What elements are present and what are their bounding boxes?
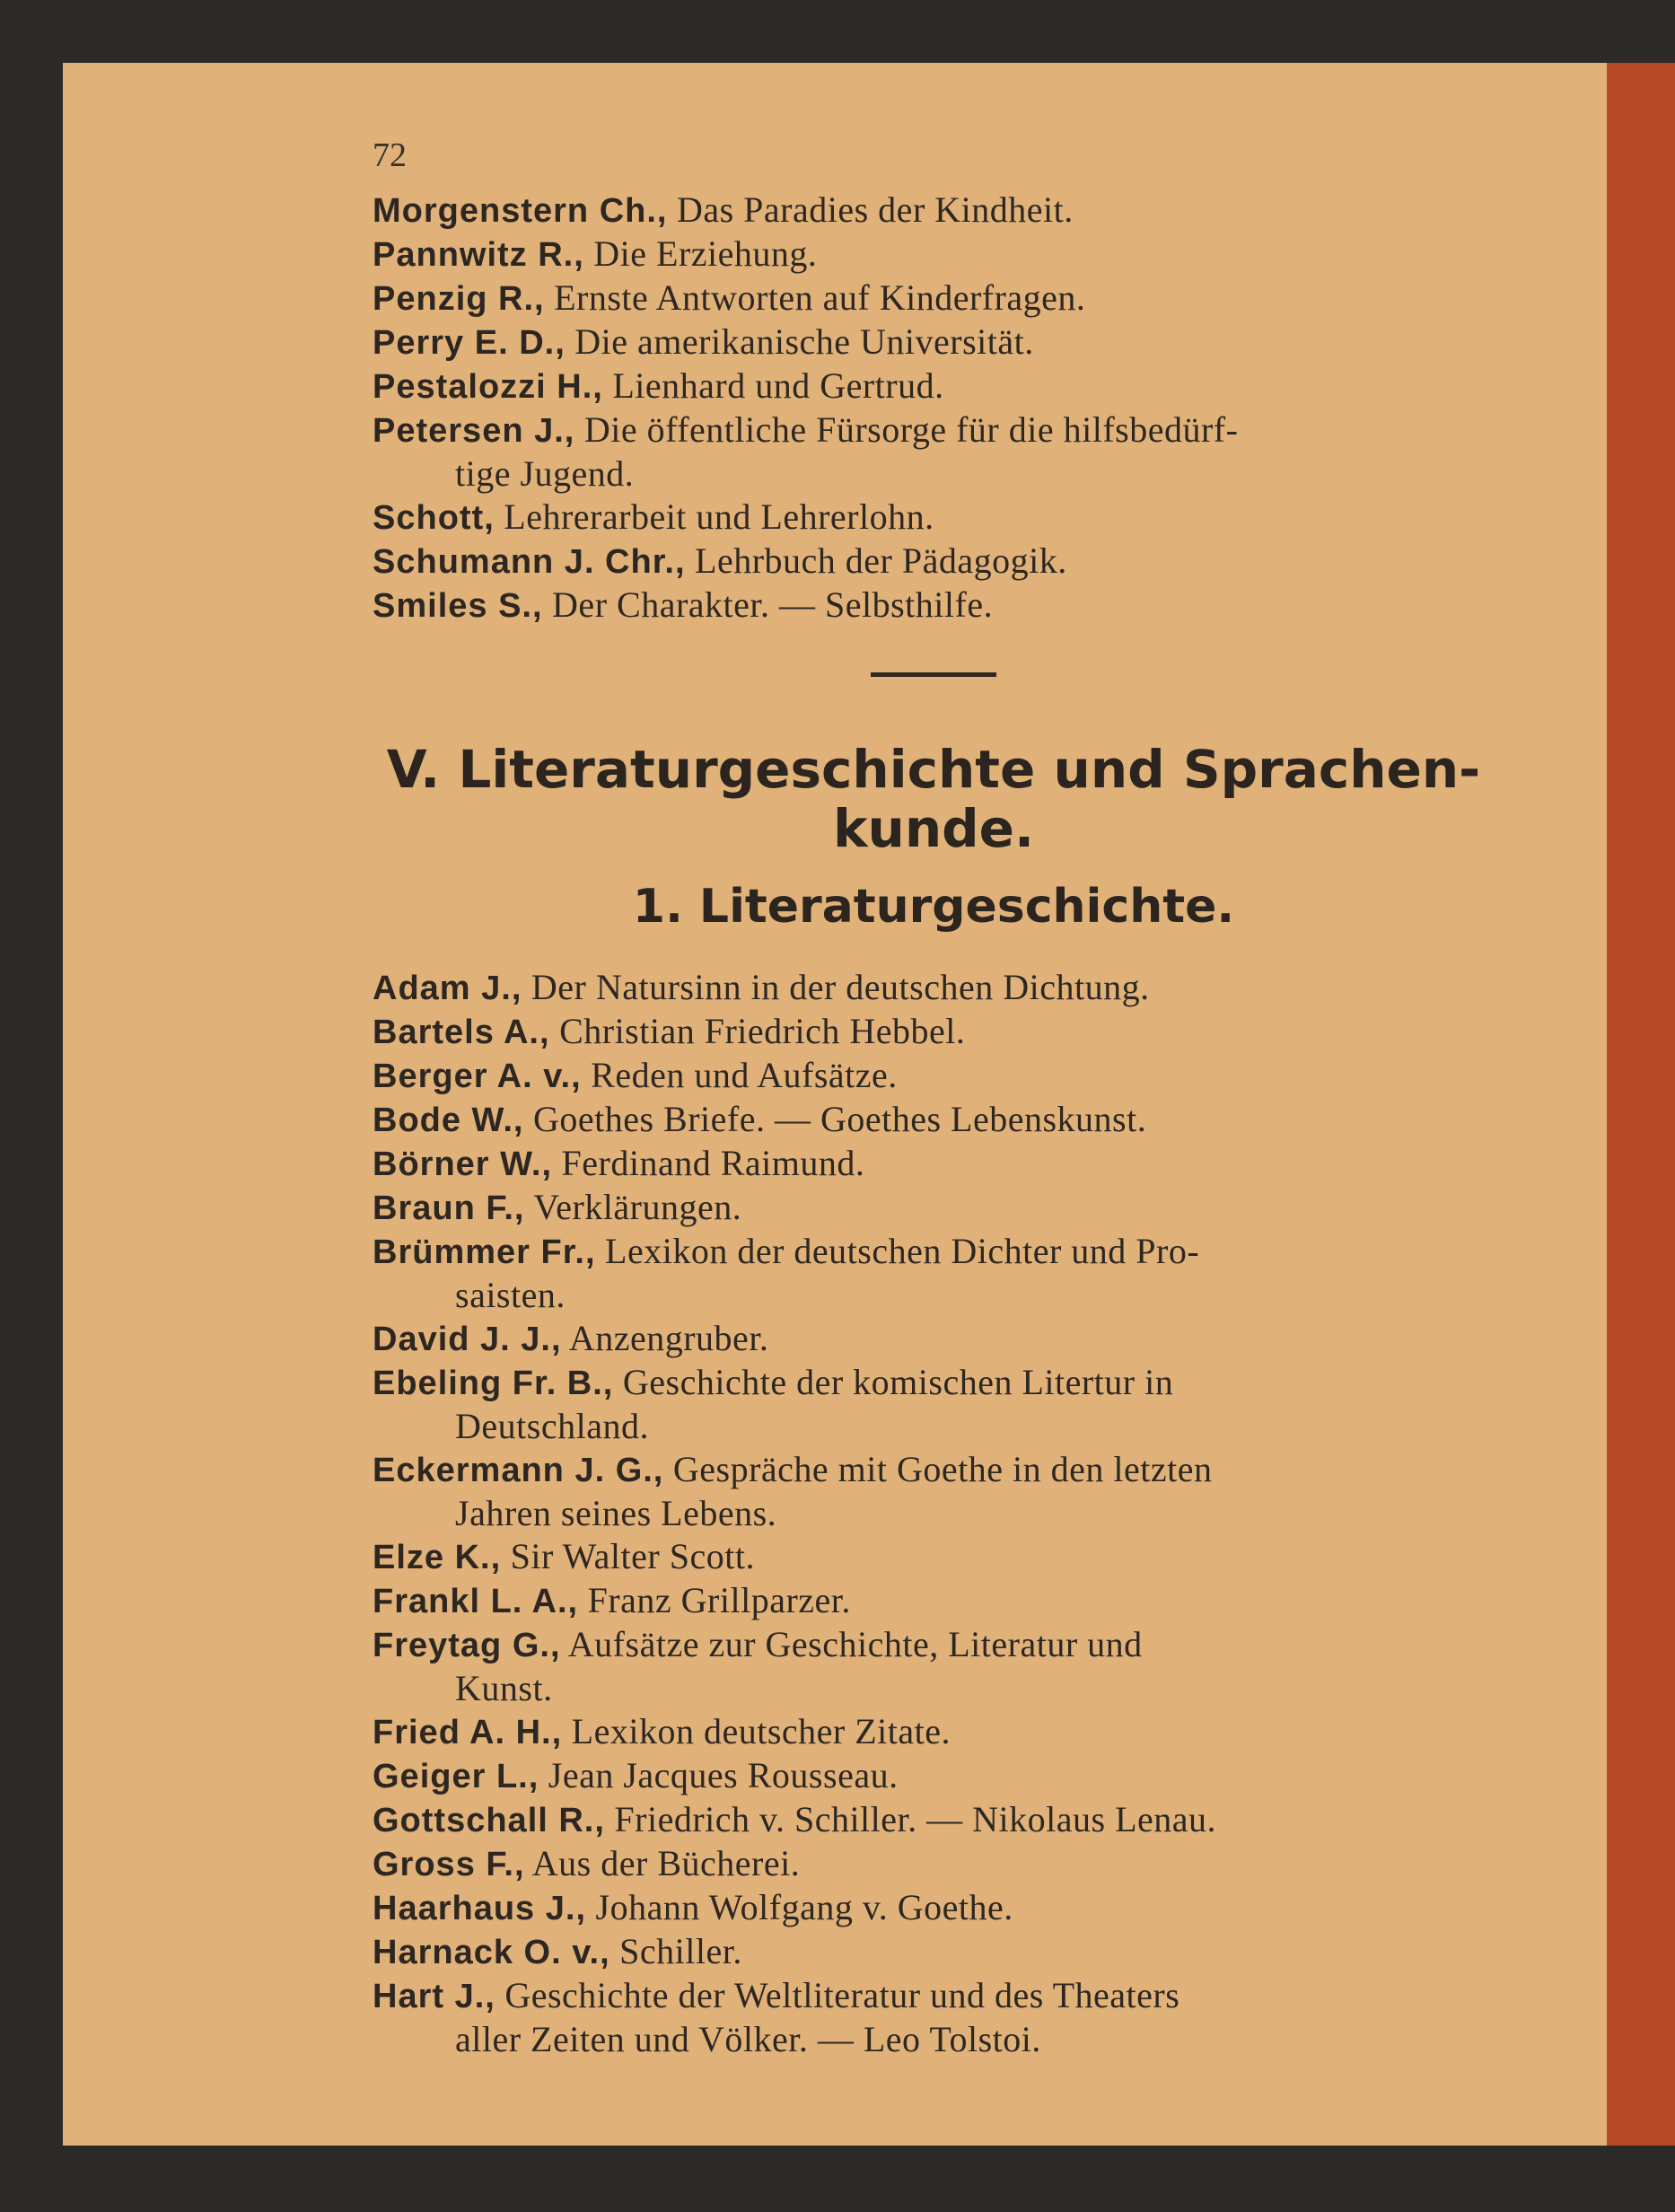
entry-title-continuation: Jahren seines Lebens.	[455, 1493, 777, 1533]
entry-title-continuation: saisten.	[455, 1275, 566, 1315]
entry-author: Fried A. H.,	[373, 1714, 563, 1751]
entry-author: Brümmer Fr.,	[373, 1233, 596, 1271]
bibliography-entry	[373, 1710, 1495, 1754]
section-divider	[871, 672, 996, 677]
entry-author: Pannwitz R.,	[373, 236, 584, 274]
bibliography-entry	[373, 1230, 1495, 1317]
page-content	[373, 135, 1495, 2061]
entry-author: Perry E. D.,	[373, 324, 566, 362]
entry-author: Morgenstern Ch.,	[373, 192, 668, 230]
entry-title: Lexikon der deutschen Dichter und Pro-	[605, 1231, 1200, 1271]
bibliography-entry	[373, 1142, 1495, 1186]
entry-title: Schiller.	[619, 1931, 742, 1971]
bibliography-entry	[373, 189, 1495, 233]
entry-author: Geiger L.,	[373, 1758, 539, 1795]
entry-title: Lienhard und Gertrud.	[612, 365, 944, 406]
entry-list-bottom	[373, 966, 1495, 2061]
entry-author: Harnack O. v.,	[373, 1934, 610, 1971]
bibliography-entry	[373, 1930, 1495, 1974]
bibliography-entry	[373, 1623, 1495, 1710]
entry-author: Adam J.,	[373, 970, 522, 1007]
bibliography-entry	[373, 1098, 1495, 1142]
entry-author: Bartels A.,	[373, 1014, 550, 1051]
entry-title: Reden und Aufsätze.	[591, 1055, 898, 1095]
bibliography-entry	[373, 1974, 1495, 2061]
bibliography-entry	[373, 966, 1495, 1010]
bibliography-entry	[373, 1798, 1495, 1842]
entry-author: Petersen J.,	[373, 412, 575, 450]
bibliography-entry	[373, 1579, 1495, 1623]
bibliography-entry	[373, 540, 1495, 584]
section-title	[373, 740, 1495, 858]
entry-author: Freytag G.,	[373, 1627, 561, 1664]
entry-title: Der Charakter. — Selbsthilfe.	[552, 584, 994, 625]
entry-author: Penzig R.,	[373, 280, 545, 318]
entry-author: Börner W.,	[373, 1146, 553, 1183]
entry-title: Jean Jacques Rousseau.	[548, 1755, 899, 1795]
entry-title: Ferdinand Raimund.	[561, 1143, 865, 1183]
bibliography-entry	[373, 584, 1495, 628]
entry-title-continuation: Kunst.	[455, 1668, 553, 1708]
subsection-title: 1. Literaturgeschichte.	[632, 880, 1235, 934]
entry-author: Smiles S.,	[373, 587, 543, 625]
section-title-line-2: kunde.	[832, 798, 1035, 859]
bibliography-entry	[373, 320, 1495, 364]
entry-author: Gross F.,	[373, 1846, 525, 1883]
entry-title: Geschichte der Weltliteratur und des Theaters	[504, 1975, 1180, 2015]
entry-author: Ebeling Fr. B.,	[373, 1365, 614, 1402]
entry-title-continuation: aller Zeiten und Völker. — Leo Tolstoi.	[455, 2019, 1041, 2059]
entry-title: Goethes Briefe. — Goethes Lebenskunst.	[532, 1099, 1147, 1139]
entry-title: Ernste Antworten auf Kinderfragen.	[554, 277, 1086, 318]
bibliography-entry	[373, 496, 1495, 540]
entry-title: Gespräche mit Goethe in den letzten	[672, 1449, 1213, 1489]
entry-title-continuation: Deutschland.	[455, 1406, 649, 1446]
entry-author: David J. J.,	[373, 1321, 562, 1358]
entry-title: Die Erziehung.	[593, 233, 818, 274]
bibliography-entry	[373, 1010, 1495, 1054]
bibliography-entry	[373, 1754, 1495, 1798]
bibliography-entry	[373, 1186, 1495, 1230]
entry-author: Hart J.,	[373, 1978, 495, 2015]
bibliography-entry	[373, 1054, 1495, 1098]
facing-page-edge	[1607, 63, 1675, 2146]
entry-author: Gottschall R.,	[373, 1802, 605, 1839]
entry-author: Pestalozzi H.,	[373, 368, 603, 406]
bibliography-entry	[373, 233, 1495, 276]
entry-author: Berger A. v.,	[373, 1058, 582, 1095]
bibliography-entry	[373, 1842, 1495, 1886]
entry-author: Eckermann J. G.,	[373, 1452, 664, 1489]
entry-author: Schumann J. Chr.,	[373, 543, 686, 581]
section-title-line-1: V. Literaturgeschichte und Sprachen-	[386, 739, 1481, 800]
bibliography-entry	[373, 1317, 1495, 1361]
entry-title: Lehrerarbeit und Lehrerlohn.	[504, 496, 934, 537]
entry-author: Haarhaus J.,	[373, 1890, 586, 1927]
entry-title: Aus der Bücherei.	[531, 1843, 801, 1883]
entry-title: Anzengruber.	[568, 1318, 769, 1358]
entry-title: Der Natursinn in der deutschen Dichtung.	[531, 967, 1150, 1007]
entry-author: Frankl L. A.,	[373, 1583, 579, 1620]
entry-title: Sir Walter Scott.	[510, 1536, 755, 1576]
bibliography-entry	[373, 1535, 1495, 1579]
entry-title: Lexikon deutscher Zitate.	[571, 1711, 952, 1751]
bibliography-entry	[373, 364, 1495, 408]
entry-title: Aufsätze zur Geschichte, Literatur und	[567, 1624, 1143, 1664]
entry-list-top	[373, 189, 1495, 628]
entry-title: Die amerikanische Universität.	[574, 321, 1034, 362]
bibliography-entry	[373, 408, 1495, 496]
entry-title-continuation: tige Jugend.	[455, 453, 635, 494]
bibliography-entry	[373, 276, 1495, 320]
entry-author: Bode W.,	[373, 1102, 524, 1139]
entry-title: Franz Grillparzer.	[587, 1580, 851, 1620]
bibliography-entry	[373, 1886, 1495, 1930]
entry-title: Die öffentliche Fürsorge für die hilfsbedürf-	[583, 409, 1239, 450]
entry-title: Christian Friedrich Hebbel.	[559, 1011, 966, 1051]
entry-author: Braun F.,	[373, 1189, 525, 1227]
bibliography-entry	[373, 1448, 1495, 1535]
page-number: 72	[373, 136, 407, 174]
entry-title: Lehrbuch der Pädagogik.	[695, 540, 1067, 581]
entry-title: Friedrich v. Schiller. — Nikolaus Lenau.	[614, 1799, 1217, 1839]
entry-author: Schott,	[373, 499, 495, 537]
entry-title: Geschichte der komischen Litertur in	[622, 1362, 1174, 1402]
entry-title: Verklärungen.	[533, 1187, 742, 1227]
entry-title: Das Paradies der Kindheit.	[676, 189, 1074, 230]
entry-title: Johann Wolfgang v. Goethe.	[595, 1887, 1013, 1927]
entry-author: Elze K.,	[373, 1539, 502, 1576]
bibliography-entry	[373, 1361, 1495, 1448]
